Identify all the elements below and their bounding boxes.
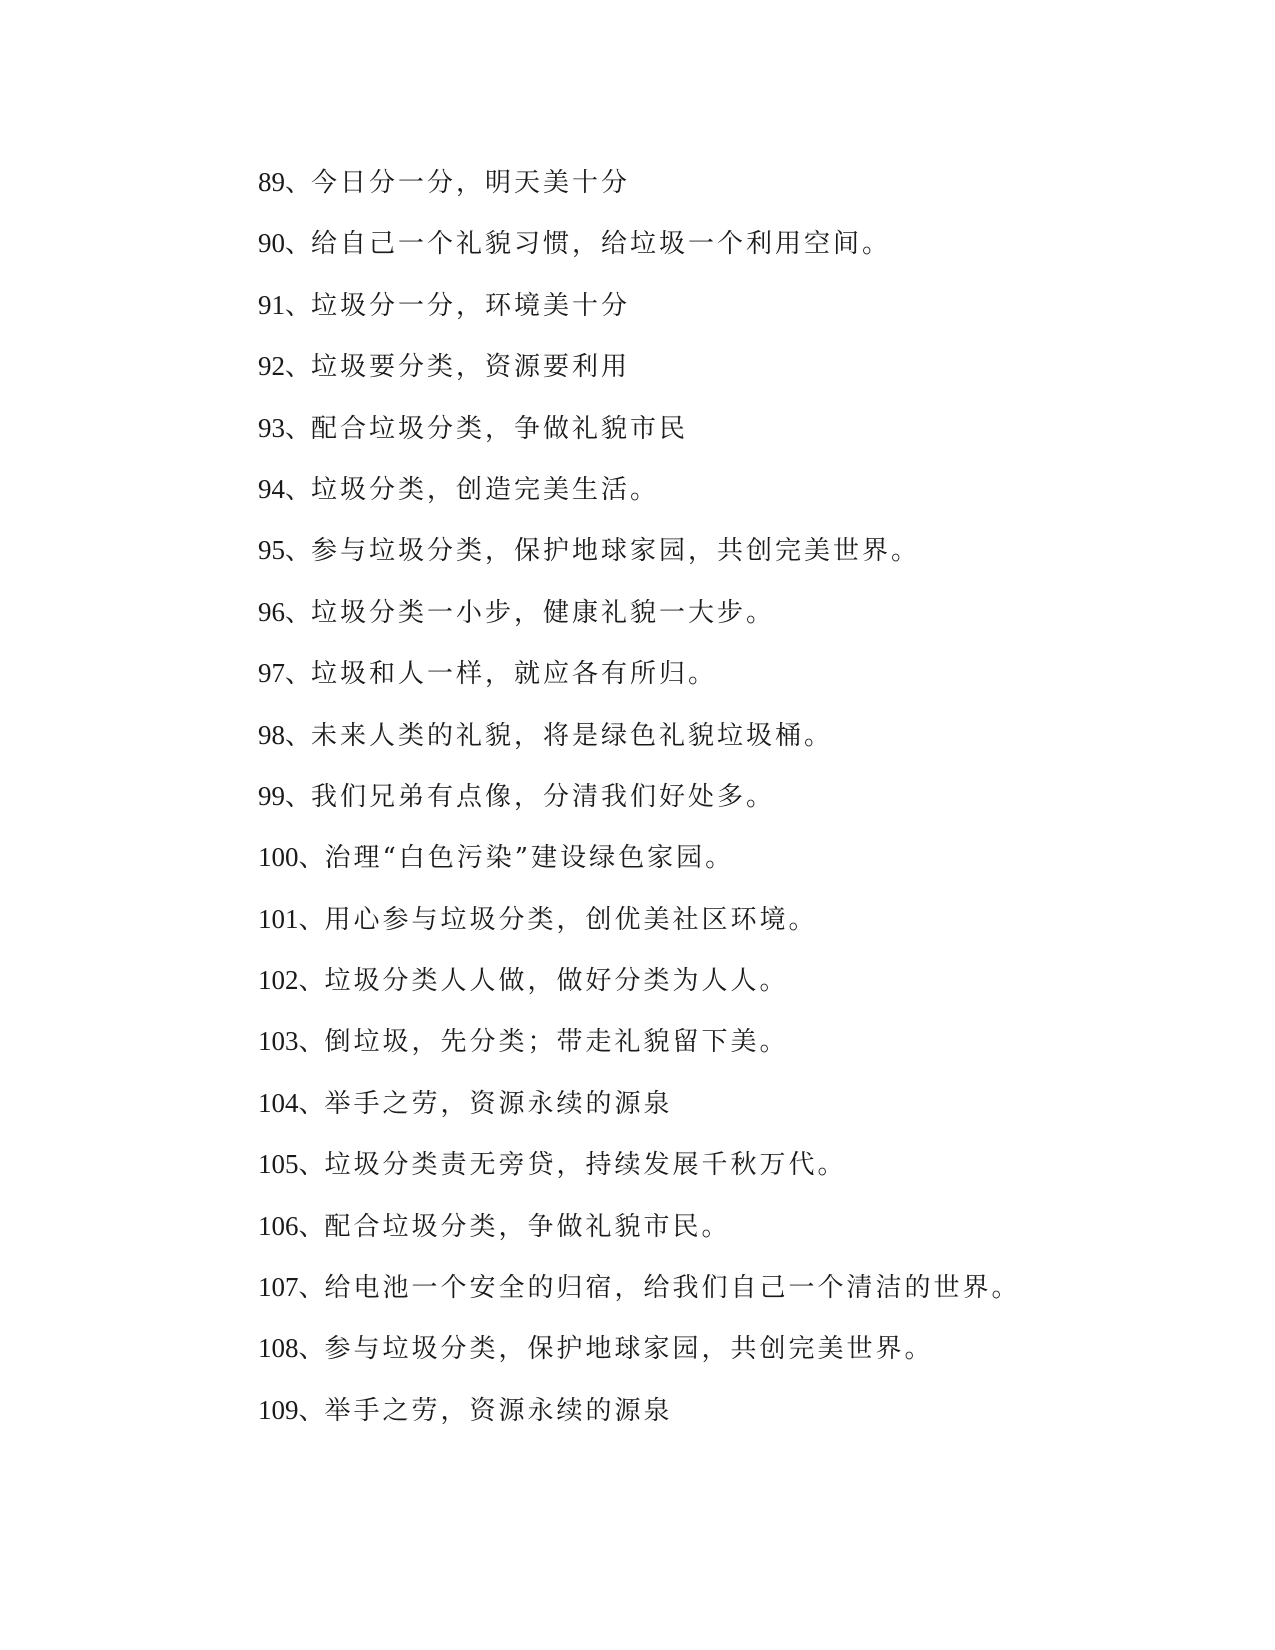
item-number: 97 (258, 658, 285, 689)
list-item (258, 409, 1021, 470)
item-number: 96 (258, 596, 285, 627)
list-item (258, 961, 1021, 1022)
item-separator: 、 (298, 1088, 325, 1119)
item-separator: 、 (298, 1273, 325, 1304)
item-separator: 、 (298, 1334, 325, 1365)
item-number: 102 (258, 965, 299, 996)
item-number: 109 (258, 1394, 299, 1425)
list-item (258, 531, 1021, 592)
list-item (258, 593, 1021, 654)
item-text: 用心参与垃圾分类，创优美社区环境。 (324, 904, 818, 935)
item-text: 垃圾和人一样，就应各有所归。 (311, 659, 718, 690)
item-number: 95 (258, 535, 285, 566)
item-number: 98 (258, 719, 285, 750)
item-separator: 、 (285, 474, 312, 505)
item-separator: 、 (285, 781, 312, 812)
list-item (258, 1391, 1021, 1452)
item-text: 垃圾分类人人做，做好分类为人人。 (324, 966, 789, 997)
item-number: 93 (258, 412, 285, 443)
list-item (258, 1329, 1021, 1390)
item-text: 配合垃圾分类，争做礼貌市民。 (324, 1211, 731, 1242)
item-number: 99 (258, 780, 285, 811)
item-text: 垃圾分一分，环境美十分 (311, 290, 631, 321)
item-number: 94 (258, 473, 285, 504)
item-number: 108 (258, 1333, 299, 1364)
list-item (258, 470, 1021, 531)
item-number: 90 (258, 228, 285, 259)
list-item (258, 654, 1021, 715)
item-number: 105 (258, 1149, 299, 1180)
item-separator: 、 (285, 720, 312, 751)
item-separator: 、 (298, 966, 325, 997)
item-number: 89 (258, 167, 285, 197)
item-separator: 、 (285, 413, 312, 444)
item-text: 参与垃圾分类，保护地球家园，共创完美世界。 (324, 1334, 934, 1365)
item-text: 未来人类的礼貌，将是绿色礼貌垃圾桶。 (311, 720, 834, 751)
list-item (258, 1207, 1021, 1268)
item-text: 给自己一个礼貌习惯，给垃圾一个利用空间。 (311, 229, 892, 260)
item-separator: 、 (298, 1027, 325, 1058)
item-separator: 、 (285, 229, 312, 260)
list-item (258, 286, 1021, 347)
item-separator: 、 (298, 904, 325, 935)
item-number: 100 (258, 842, 299, 873)
item-text: 我们兄弟有点像，分清我们好处多。 (311, 781, 776, 812)
item-separator: 、 (298, 843, 325, 874)
list-item (258, 716, 1021, 777)
list-item (258, 1145, 1021, 1206)
list-item (258, 224, 1021, 285)
item-text: 今日分一分，明天美十分 (311, 168, 631, 198)
item-text: 垃圾要分类，资源要利用 (311, 352, 631, 383)
list-item (258, 163, 1021, 224)
item-separator: 、 (285, 352, 312, 383)
item-number: 106 (258, 1210, 299, 1241)
item-number: 92 (258, 351, 285, 382)
list-item (258, 777, 1021, 838)
item-number: 91 (258, 289, 285, 320)
item-text: 垃圾分类一小步，健康礼貌一大步。 (311, 597, 776, 628)
item-text: 垃圾分类责无旁贷，持续发展千秋万代。 (324, 1150, 847, 1181)
item-separator: 、 (285, 659, 312, 690)
item-text: 倒垃圾，先分类；带走礼貌留下美。 (324, 1027, 789, 1058)
list-item (258, 1268, 1021, 1329)
item-text: 举手之劳，资源永续的源泉 (324, 1088, 673, 1119)
item-separator: 、 (285, 597, 312, 628)
item-separator: 、 (298, 1150, 325, 1181)
list-item (258, 347, 1021, 408)
list-item (258, 900, 1021, 961)
item-number: 103 (258, 1026, 299, 1057)
item-separator: 、 (285, 536, 312, 567)
item-number: 101 (258, 903, 299, 934)
slogan-list (258, 163, 1021, 1452)
item-text: 参与垃圾分类，保护地球家园，共创完美世界。 (311, 536, 921, 567)
list-item (258, 1022, 1021, 1083)
item-separator: 、 (285, 168, 312, 198)
item-text: 治理“白色污染”建设绿色家园。 (324, 843, 735, 874)
item-text: 垃圾分类，创造完美生活。 (311, 474, 660, 505)
item-number: 107 (258, 1272, 299, 1303)
item-text: 举手之劳，资源永续的源泉 (324, 1395, 673, 1426)
list-item (258, 838, 1021, 899)
item-separator: 、 (298, 1211, 325, 1242)
item-number: 104 (258, 1087, 299, 1118)
list-item (258, 1084, 1021, 1145)
item-text: 配合垃圾分类，争做礼貌市民 (311, 413, 689, 444)
item-separator: 、 (285, 290, 312, 321)
item-separator: 、 (298, 1395, 325, 1426)
item-text: 给电池一个安全的归宿，给我们自己一个清洁的世界。 (324, 1273, 1021, 1304)
